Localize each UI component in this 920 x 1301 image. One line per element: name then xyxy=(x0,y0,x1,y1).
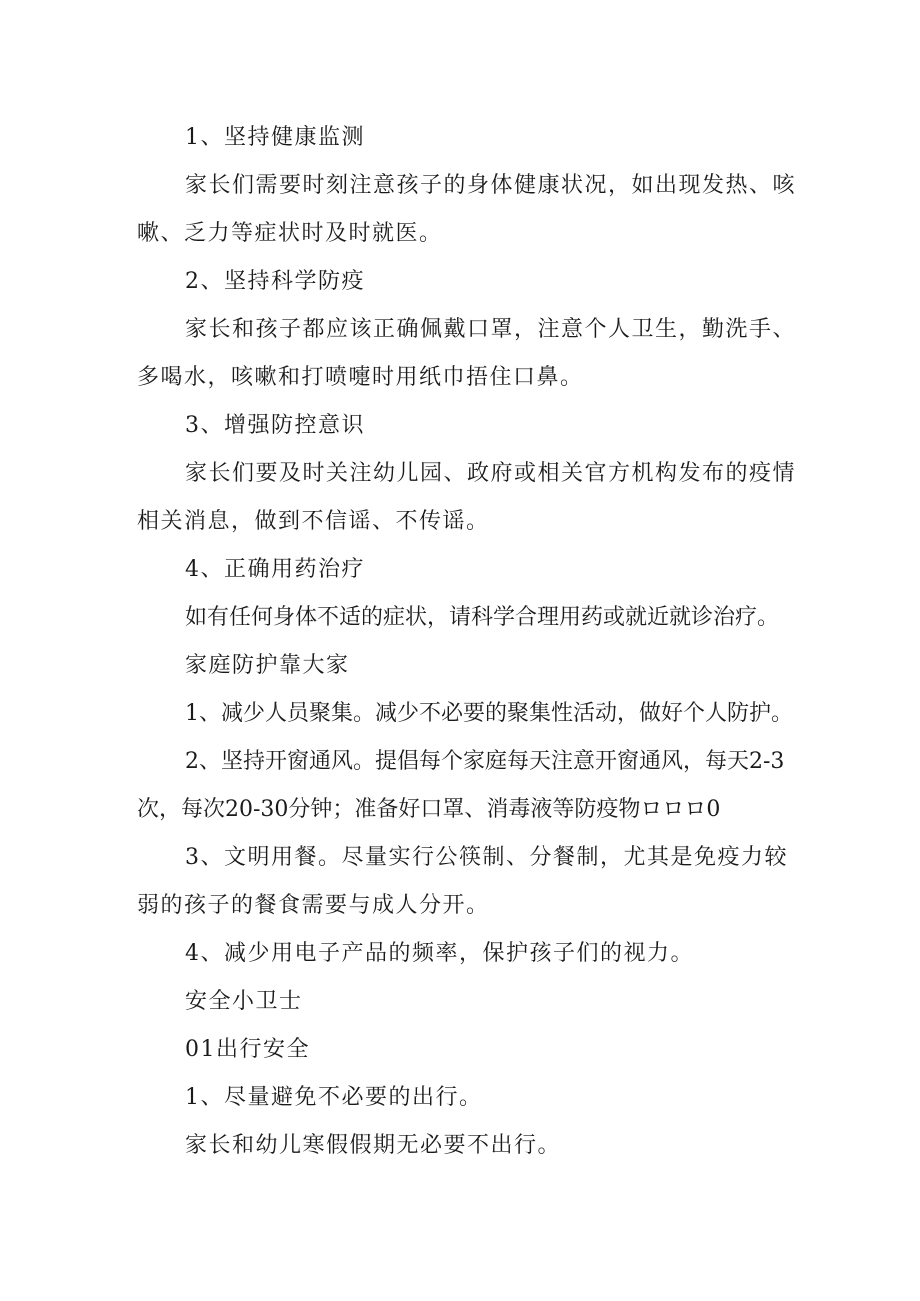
paragraph-winter-holiday: 家长和幼儿寒假假期无必要不出行。 xyxy=(185,1133,562,1158)
paragraph-reduce-gathering: 1、减少人员聚集。减少不必要的聚集性活动，做好个人防护。 xyxy=(185,701,793,726)
paragraph-ventilation: 2、坚持开窗通风。提倡每个家庭每天注意开窗通风，每天2-3次，每次20-30分钟；准备好口罩、消毒液等防疫物ロロロ0 xyxy=(137,749,785,822)
heading-travel-safety: 01出行安全 xyxy=(185,1037,310,1062)
heading-prevention-awareness: 3、增强防控意识 xyxy=(185,413,365,438)
paragraph-civilized-dining: 3、文明用餐。尽量实行公筷制、分餐制，尤其是免疫力较弱的孩子的餐食需要与成人分开。 xyxy=(137,845,788,918)
heading-health-monitoring: 1、坚持健康监测 xyxy=(185,125,365,150)
section-title-safety-guard: 安全小卫士 xyxy=(185,989,303,1014)
paragraph-medication: 如有任何身体不适的症状，请科学合理用药或就近就诊治疗。 xyxy=(185,605,780,630)
paragraph-prevention-awareness: 家长们要及时关注幼儿园、政府或相关官方机构发布的疫情相关消息，做到不信谣、不传谣。 xyxy=(137,461,797,534)
heading-medication: 4、正确用药治疗 xyxy=(185,557,365,582)
paragraph-avoid-travel: 1、尽量避免不必要的出行。 xyxy=(185,1085,483,1110)
paragraph-scientific-prevention: 家长和孩子都应该正确佩戴口罩，注意个人卫生，勤洗手、多喝水，咳嗽和打喷嚏时用纸巾捂住口鼻。 xyxy=(137,317,797,390)
heading-scientific-prevention: 2、坚持科学防疫 xyxy=(185,269,365,294)
document-body xyxy=(137,114,797,1170)
paragraph-electronics: 4、减少用电子产品的频率，保护孩子们的视力。 xyxy=(185,941,694,966)
paragraph-health-monitoring: 家长们需要时刻注意孩子的身体健康状况，如出现发热、咳嗽、乏力等症状时及时就医。 xyxy=(137,173,797,246)
section-title-family-protection: 家庭防护靠大家 xyxy=(185,653,350,678)
